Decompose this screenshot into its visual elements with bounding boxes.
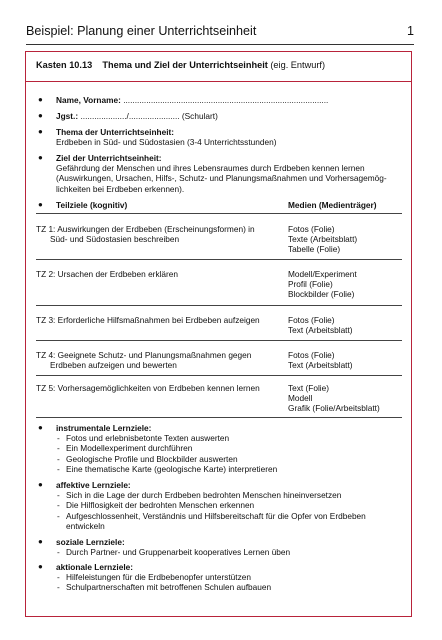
thema-value: Erdbeben in Süd- und Südostasien (3-4 Unterrichtsstunden) xyxy=(56,137,277,148)
page-number: 1 xyxy=(406,24,414,38)
ziel-label: Ziel der Unterrichtseinheit: xyxy=(56,153,162,163)
ziel-line: (Auswirkungen, Ursachen, Hilfs-, Schutz- und Planungsmaßnahmen und Vorhersagemög- xyxy=(56,173,387,184)
divider xyxy=(36,305,402,306)
teilziel-text: TZ 3: Erforderliche Hilfsmaßnahmen bei Erdbeben aufzeigen xyxy=(36,315,260,325)
medium: Text (Arbeitsblatt) xyxy=(288,360,353,371)
lernziel-label: affektive Lernziele: xyxy=(56,480,131,490)
bullet-icon: ● xyxy=(38,480,43,489)
name-label: Name, Vorname: xyxy=(56,95,121,105)
jgst-value: ..................../...................... (Schulart) xyxy=(80,111,218,121)
ziel-line: Gefährdung der Menschen und ihres Lebensraumes durch Erdbeben kennen lernen xyxy=(56,163,365,174)
column-medien: Medien (Medienträger) xyxy=(288,200,377,210)
bullet-icon: ● xyxy=(38,537,43,546)
teilziel-text: TZ 4: Geeignete Schutz- und Planungsmaßnahmen gegen xyxy=(36,350,252,360)
divider xyxy=(36,375,402,376)
bullet-icon: ● xyxy=(38,111,43,120)
lernziel-item: Durch Partner- und Gruppenarbeit kooperatives Lernen üben xyxy=(66,547,291,558)
thema-label: Thema der Unterrichtseinheit: xyxy=(56,127,175,137)
medium: Text (Folie) xyxy=(288,383,330,393)
box-heading-suffix: (eig. Entwurf) xyxy=(270,60,326,70)
medium: Grafik (Folie/Arbeitsblatt) xyxy=(288,403,380,414)
thema-field xyxy=(26,127,411,147)
divider xyxy=(36,213,402,214)
bullet-icon: ● xyxy=(38,562,43,571)
ziel-line: lichkeiten bei Erdbeben erkennen). xyxy=(56,183,185,194)
lernziel-label: instrumentale Lernziele: xyxy=(56,423,152,433)
name-field xyxy=(26,95,411,105)
medium: Blockbilder (Folie) xyxy=(288,289,355,300)
teilziel-text: Erdbeben aufzeigen und bewerten xyxy=(50,360,177,371)
medium: Fotos (Folie) xyxy=(288,224,335,234)
jgst-field xyxy=(26,111,411,121)
teilziel-text: TZ 1: Auswirkungen der Erdbeben (Erscheinungsformen) in xyxy=(36,224,255,234)
divider xyxy=(36,417,402,418)
bullet-icon: ● xyxy=(38,95,43,104)
bullet-icon: ● xyxy=(38,200,43,209)
box-heading: Thema und Ziel der Unterrichtseinheit xyxy=(102,60,268,70)
jgst-label: Jgst.: xyxy=(56,111,79,121)
header-divider xyxy=(26,44,414,45)
medium: Modell xyxy=(288,393,313,404)
lernziel-item: Eine thematische Karte (geologische Karte) interpretieren xyxy=(66,463,278,474)
lernziele-sozial: ● soziale Lernziele: - Durch Partner- und Gruppenarbeit kooperatives Lernen üben xyxy=(38,537,291,558)
column-teilziele: Teilziele (kognitiv) xyxy=(56,200,128,210)
box-label: Kasten 10.13 xyxy=(36,60,93,70)
bullet-icon: ● xyxy=(38,153,43,162)
teilziel-text: TZ 5: Vorhersagemöglichkeiten von Erdbeben kennen lernen xyxy=(36,383,260,393)
name-placeholder: ......................................................................................... xyxy=(123,95,329,105)
lernziel-item: Schulpartnerschaften mit betroffenen Schulen aufbauen xyxy=(66,582,272,593)
lernziel-item: Die Hilflosigkeit der bedrohten Menschen erkennen xyxy=(66,500,255,511)
ziel-field xyxy=(26,153,411,194)
bullet-icon: ● xyxy=(38,127,43,136)
divider xyxy=(36,340,402,341)
lernziel-item: Hilfeleistungen für die Erdbebenopfer unterstützen xyxy=(66,572,251,583)
lernziel-item: Ein Modellexperiment durchführen xyxy=(66,443,193,454)
lernziele-affektiv: ● affektive Lernziele: - Sich in die Lage der durch Erdbeben bedrohten Menschen hineinversetzen - Die Hilflosigkeit der bedrohten Menschen erkennen - Aufgeschlossenheit, Verständnis und Hilfsbereitschaft für die Opfer von Erdbeben entwickeln xyxy=(38,480,366,531)
medium: Text (Arbeitsblatt) xyxy=(288,325,353,336)
medium: Profil (Folie) xyxy=(288,279,333,290)
teilziel-text: Süd- und Südostasien beschreiben xyxy=(50,234,180,245)
lernziel-label: aktionale Lernziele: xyxy=(56,562,134,572)
box-title xyxy=(26,52,411,82)
lernziel-item: Fotos und erlebnisbetonte Texten auswerten xyxy=(66,433,230,444)
page-header xyxy=(26,24,414,46)
kasten-box xyxy=(25,51,412,617)
medium: Fotos (Folie) xyxy=(288,315,335,325)
lernziel-item: Geologische Profile und Blockbilder auswerten xyxy=(66,453,238,464)
column-header xyxy=(26,200,411,210)
teilziel-text: TZ 2: Ursachen der Erdbeben erklären xyxy=(36,269,179,279)
lernziel-label: soziale Lernziele: xyxy=(56,537,125,547)
lernziel-item: Aufgeschlossenheit, Verständnis und Hilfsbereitschaft für die Opfer von Erdbeben xyxy=(66,510,366,521)
medium: Modell/Experiment xyxy=(288,269,357,279)
bullet-icon: ● xyxy=(38,423,43,432)
lernziel-item: entwickeln xyxy=(66,520,105,531)
page-title: Beispiel: Planung einer Unterrichtseinheit xyxy=(26,24,257,38)
divider xyxy=(36,259,402,260)
medium: Tabelle (Folie) xyxy=(288,244,341,255)
lernziele-instrumental: ● instrumentale Lernziele: - Fotos und erlebnisbetonte Texten auswerten - Ein Modellexperiment durchführen - Geologische Profile und Blockbilder auswerten - Eine thematische Karte (geologische Karte) interpretieren xyxy=(38,423,278,474)
medium: Fotos (Folie) xyxy=(288,350,335,360)
lernziel-item: Sich in die Lage der durch Erdbeben bedrohten Menschen hineinversetzen xyxy=(66,490,342,501)
lernziele-aktional: ● aktionale Lernziele: - Hilfeleistungen für die Erdbebenopfer unterstützen - Schulpartnerschaften mit betroffenen Schulen aufbauen xyxy=(38,562,272,593)
medium: Texte (Arbeitsblatt) xyxy=(288,234,358,245)
